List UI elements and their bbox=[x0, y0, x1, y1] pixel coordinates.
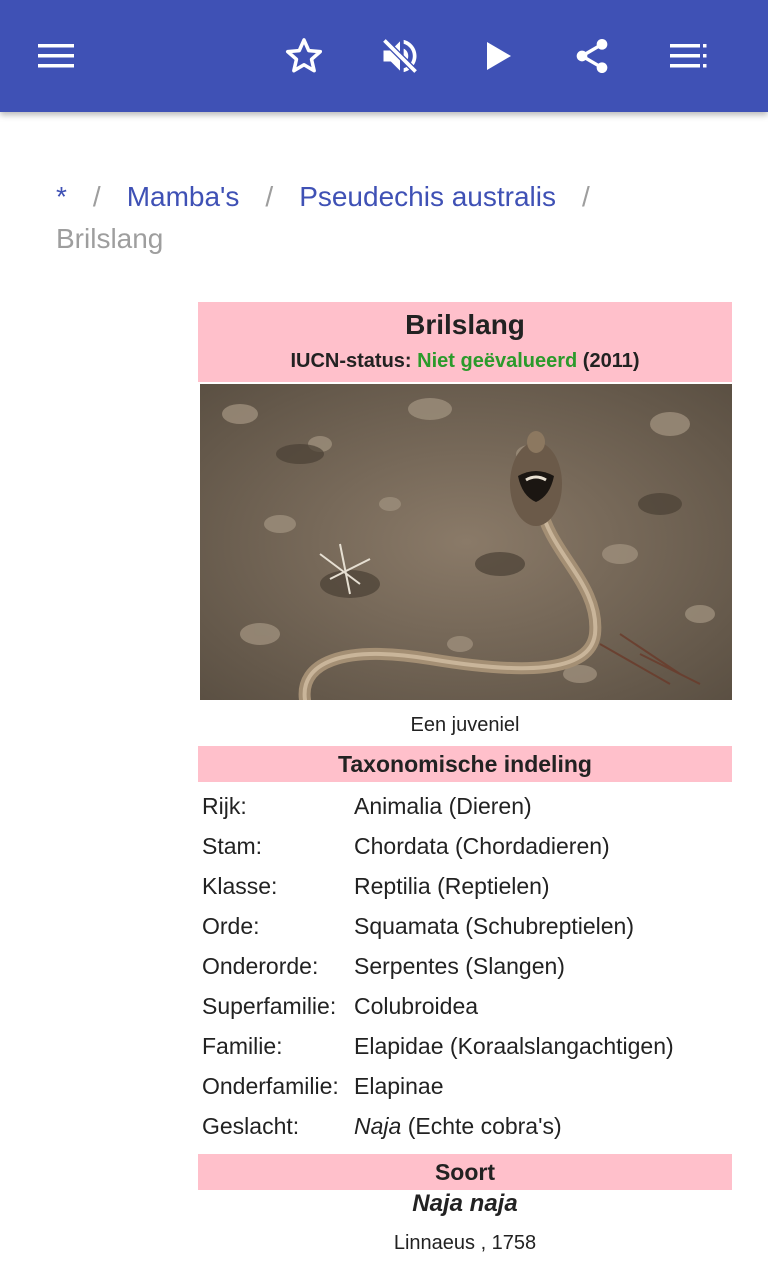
taxonomy-label: Superfamilie: bbox=[202, 993, 337, 1019]
taxonomy-row-onderfamilie bbox=[202, 1066, 732, 1106]
taxonomy-row-onderorde bbox=[202, 946, 732, 986]
taxonomy-heading: Taxonomische indeling bbox=[198, 746, 732, 782]
infobox bbox=[198, 302, 732, 1254]
play-icon[interactable] bbox=[470, 28, 526, 84]
species-name: Naja naja bbox=[412, 1190, 518, 1217]
taxonomy-label: Orde: bbox=[202, 913, 260, 939]
taxonomy-value[interactable]: Elapinae bbox=[354, 1073, 444, 1099]
breadcrumb-current: Brilslang bbox=[56, 223, 164, 254]
taxonomy-value[interactable]: Squamata (Schubreptielen) bbox=[354, 913, 634, 939]
taxonomy-label: Rijk: bbox=[202, 793, 247, 819]
infobox-title: Brilslang bbox=[405, 309, 525, 340]
taxonomy-row-stam bbox=[202, 826, 732, 866]
breadcrumb bbox=[56, 176, 716, 260]
taxonomy-row-familie bbox=[202, 1026, 732, 1066]
taxonomy-row-klasse bbox=[202, 866, 732, 906]
taxonomy-label: Geslacht: bbox=[202, 1113, 300, 1139]
iucn-status-value[interactable]: Niet geëvalueerd bbox=[417, 350, 578, 372]
taxonomy-table bbox=[202, 786, 732, 1146]
breadcrumb-separator: / bbox=[582, 181, 590, 212]
breadcrumb-mambas[interactable]: Mamba's bbox=[126, 181, 240, 212]
species-heading: Soort bbox=[198, 1154, 732, 1190]
share-icon[interactable] bbox=[564, 28, 620, 84]
taxonomy-value[interactable]: Chordata (Chordadieren) bbox=[354, 833, 610, 859]
iucn-status bbox=[198, 350, 732, 373]
iucn-status-label: IUCN-status: bbox=[290, 350, 412, 372]
taxonomy-row-superfamilie bbox=[202, 986, 732, 1026]
taxonomy-row-rijk bbox=[202, 786, 732, 826]
taxonomy-label: Onderfamilie: bbox=[202, 1073, 339, 1099]
taxonomy-label: Klasse: bbox=[202, 873, 278, 899]
photo-caption: Een juveniel bbox=[410, 714, 520, 736]
menu-icon[interactable] bbox=[28, 28, 84, 84]
taxonomy-value[interactable]: Reptilia (Reptielen) bbox=[354, 873, 550, 899]
taxonomy-row-geslacht bbox=[202, 1106, 732, 1146]
breadcrumb-home[interactable]: * bbox=[56, 181, 67, 212]
volume-mute-icon[interactable] bbox=[372, 28, 428, 84]
genus-name: Naja bbox=[354, 1113, 402, 1139]
breadcrumb-separator: / bbox=[265, 181, 274, 212]
species-author: Linnaeus , 1758 bbox=[393, 1232, 537, 1254]
taxonomy-value[interactable]: Serpentes (Slangen) bbox=[354, 953, 565, 979]
snake-photo[interactable] bbox=[200, 384, 732, 700]
playlist-icon[interactable] bbox=[660, 28, 716, 84]
iucn-status-year: (2011) bbox=[582, 350, 640, 372]
taxonomy-label: Onderorde: bbox=[202, 953, 319, 979]
breadcrumb-pseudechis-australis[interactable]: Pseudechis australis bbox=[299, 181, 556, 212]
infobox-header bbox=[198, 302, 732, 382]
taxonomy-label: Stam: bbox=[202, 833, 263, 859]
taxonomy-value[interactable] bbox=[354, 1113, 562, 1139]
taxonomy-row-orde bbox=[202, 906, 732, 946]
taxonomy-label: Familie: bbox=[202, 1033, 283, 1059]
app-bar bbox=[0, 0, 768, 112]
breadcrumb-separator: / bbox=[92, 181, 101, 212]
taxonomy-value[interactable]: Animalia (Dieren) bbox=[354, 793, 532, 819]
star-icon[interactable] bbox=[276, 28, 332, 84]
taxonomy-value[interactable]: Elapidae (Koraalslangachtigen) bbox=[354, 1033, 674, 1059]
taxonomy-value[interactable]: Colubroidea bbox=[354, 993, 479, 1019]
genus-common-name: (Echte cobra's) bbox=[401, 1113, 562, 1139]
